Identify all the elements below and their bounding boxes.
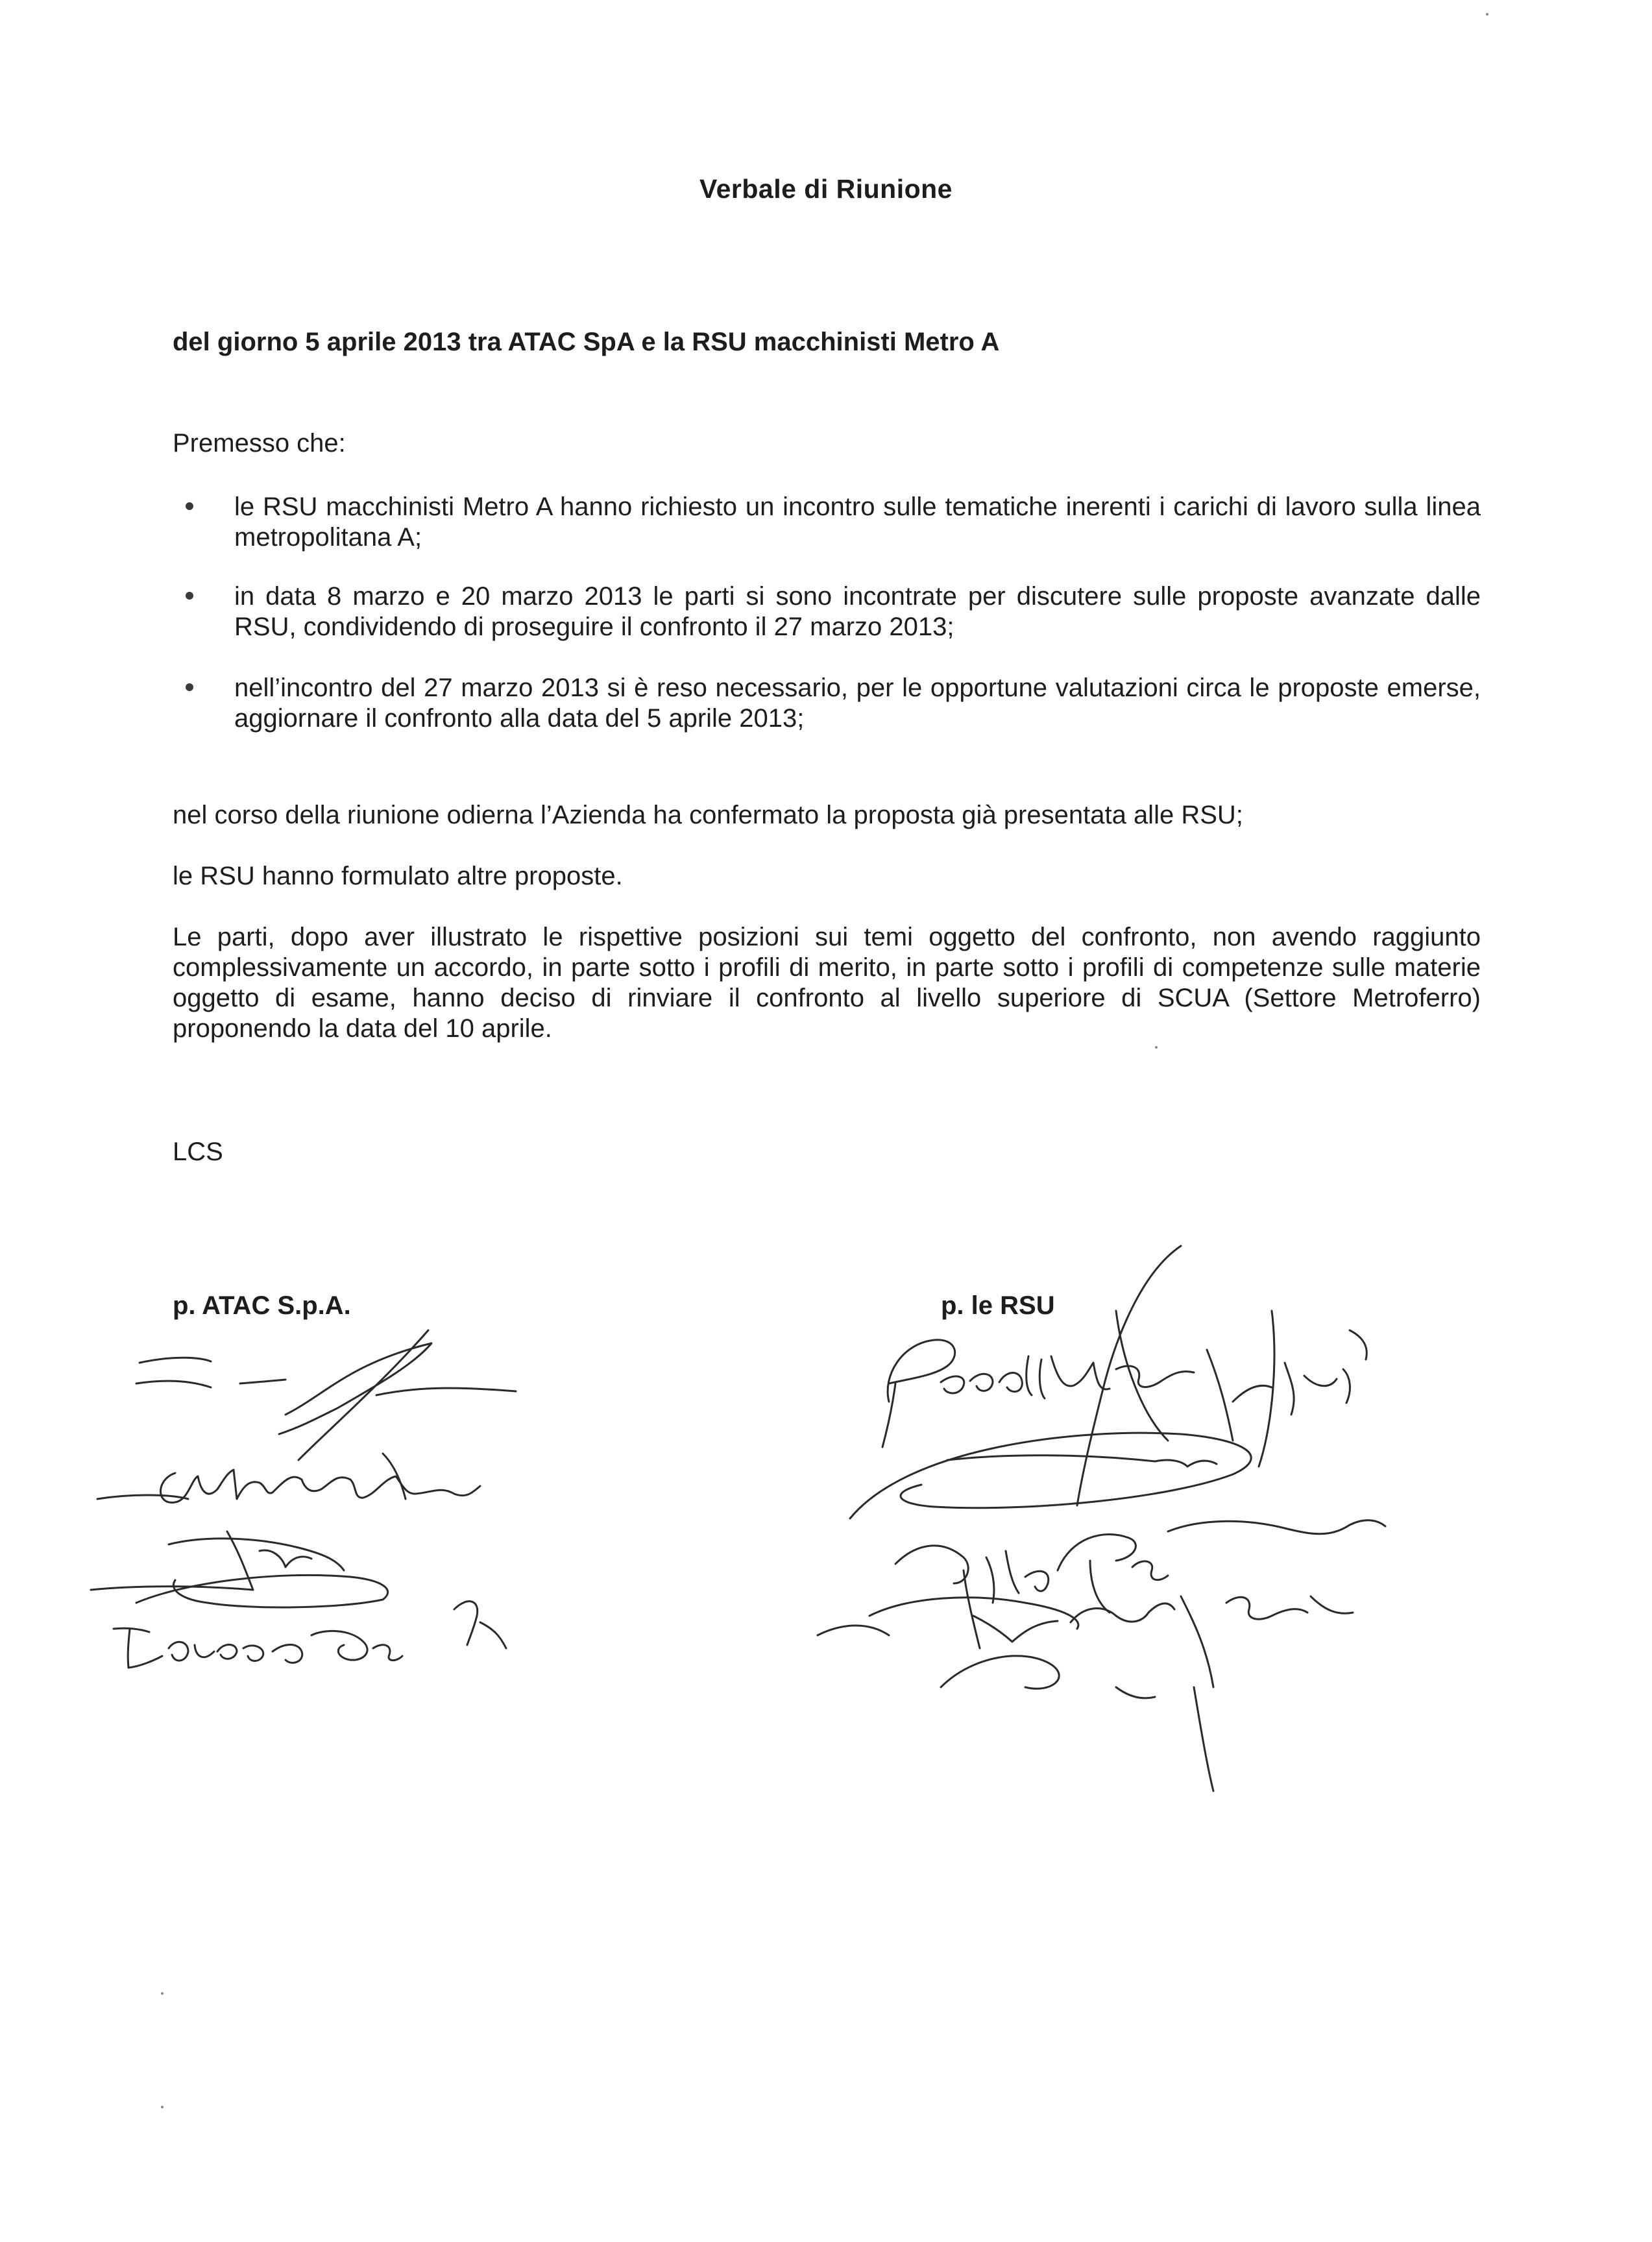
paragraph-rsu-proposals: le RSU hanno formulato altre proposte. xyxy=(173,862,623,890)
premise-bullet-text: nell’incontro del 27 marzo 2013 si è reso necessario, per le opportune valutazioni circa le proposte emerse, aggiornare il confronto alla data del 5 aprile 2013; xyxy=(234,674,1481,733)
scan-speck xyxy=(161,1992,164,1995)
paragraph-decision: Le parti, dopo aver illustrato le rispettive posizioni sui temi oggetto del confronto, non avendo raggiunto complessivamente un accordo, in parte sotto i profili di merito, in parte sotto i profili di competenze sulle materie oggetto di esame, hanno deciso di rinviare il confronto al livello superiore di SCUA (Settore Metroferro) proponendo la data del 10 aprile. xyxy=(173,923,1481,1043)
document-subtitle: del giorno 5 aprile 2013 tra ATAC SpA e la RSU macchinisti Metro A xyxy=(173,328,1000,356)
scan-speck xyxy=(1155,1046,1158,1049)
premise-bullet-text: in data 8 marzo e 20 marzo 2013 le parti si sono incontrate per discutere sulle proposte avanzate dalle RSU, condividendo di proseguire il confronto il 27 marzo 2013; xyxy=(234,582,1481,641)
premise-bullet-text: le RSU macchinisti Metro A hanno richiesto un incontro sulle tematiche inerenti i carichi di lavoro sulla linea metropolitana A; xyxy=(234,493,1481,552)
bullet-dot-icon xyxy=(186,683,193,691)
bullet-dot-icon xyxy=(186,592,193,600)
rsu-signatures xyxy=(779,1233,1415,1804)
premise-intro: Premesso che: xyxy=(173,429,346,457)
document-title: Verbale di Riunione xyxy=(699,174,953,204)
closing-lcs: LCS xyxy=(173,1138,223,1166)
scan-speck xyxy=(1486,13,1488,16)
scan-speck xyxy=(161,2106,164,2108)
signature-label-atac: p. ATAC S.p.A. xyxy=(173,1291,351,1320)
atac-signatures xyxy=(78,1324,610,1700)
signature-label-rsu: p. le RSU xyxy=(941,1291,1055,1320)
paragraph-company-proposal: nel corso della riunione odierna l’Azienda ha confermato la proposta già presentata alle RSU; xyxy=(173,801,1243,829)
bullet-dot-icon xyxy=(186,502,193,510)
